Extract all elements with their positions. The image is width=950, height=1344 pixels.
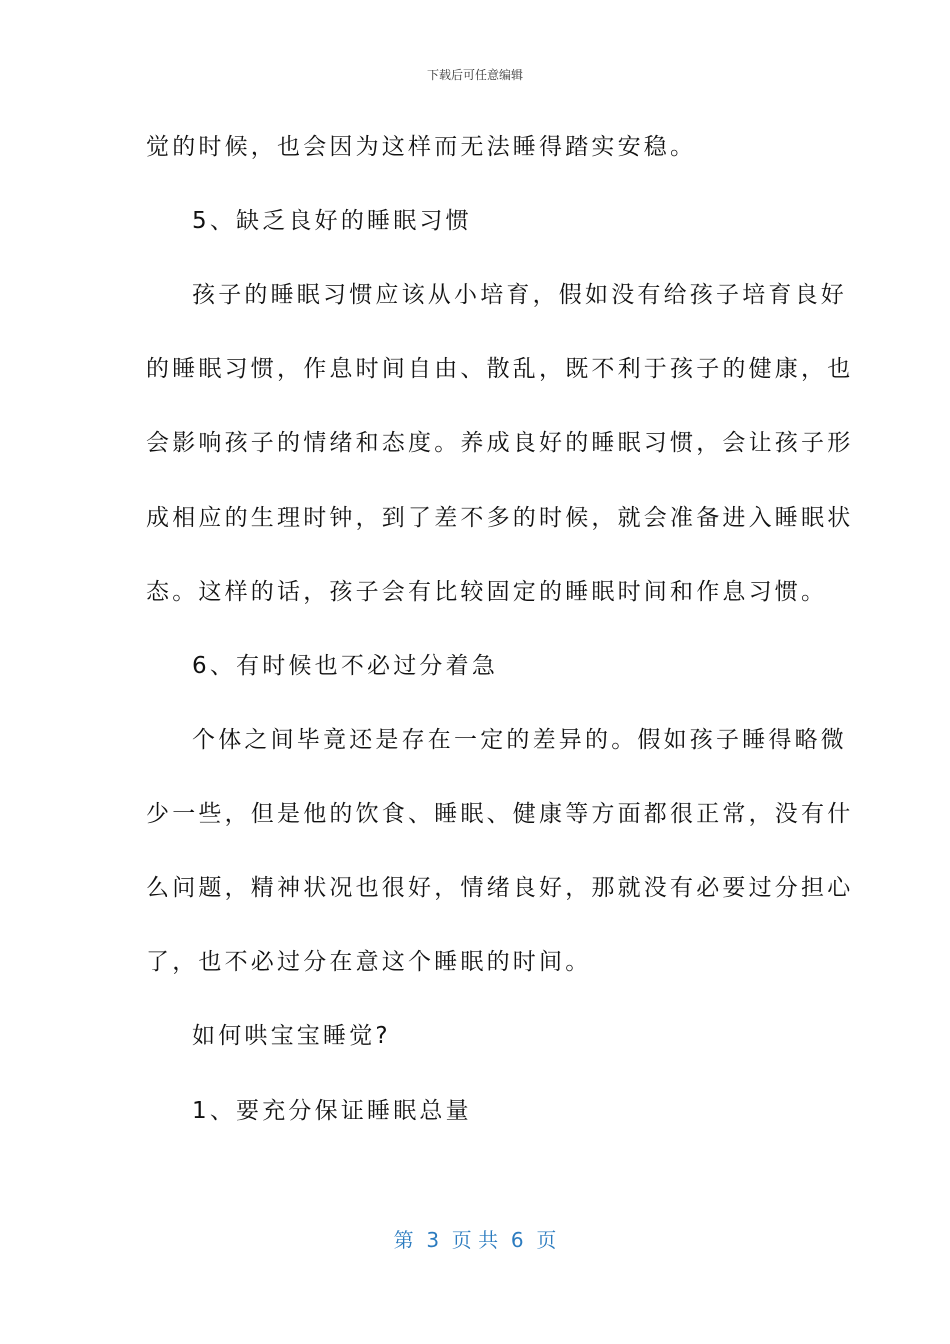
- paragraph-line: 会影响孩子的情绪和态度。养成良好的睡眠习惯，会让孩子形: [146, 430, 854, 456]
- paragraph-line: 孩子的睡眠习惯应该从小培育，假如没有给孩子培育良好: [192, 282, 847, 308]
- paragraph-line: 个体之间毕竟还是存在一定的差异的。假如孩子睡得略微: [192, 727, 847, 753]
- section-heading: 如何哄宝宝睡觉?: [192, 1023, 391, 1049]
- body-line: 觉的时候，也会因为这样而无法睡得踏实安稳。: [146, 134, 697, 160]
- paragraph-line: 的睡眠习惯，作息时间自由、散乱，既不利于孩子的健康，也: [146, 356, 854, 382]
- paragraph-line: 态。这样的话，孩子会有比较固定的睡眠时间和作息习惯。: [146, 579, 828, 605]
- section-heading: 5、缺乏良好的睡眠习惯: [192, 208, 472, 234]
- page-header: 下载后可任意编辑: [426, 68, 523, 82]
- section-heading: 1、要充分保证睡眠总量: [192, 1098, 472, 1124]
- paragraph-line: 少一些，但是他的饮食、睡眠、健康等方面都很正常，没有什: [146, 801, 854, 827]
- page-number-footer: 第 3 页 共 6 页: [393, 1228, 557, 1252]
- paragraph-line: 了，也不必过分在意这个睡眠的时间。: [146, 949, 592, 975]
- paragraph-line: 么问题，精神状况也很好，情绪良好，那就没有必要过分担心: [146, 875, 854, 901]
- section-heading: 6、有时候也不必过分着急: [192, 653, 499, 679]
- paragraph-line: 成相应的生理时钟，到了差不多的时候，就会准备进入睡眠状: [146, 505, 854, 531]
